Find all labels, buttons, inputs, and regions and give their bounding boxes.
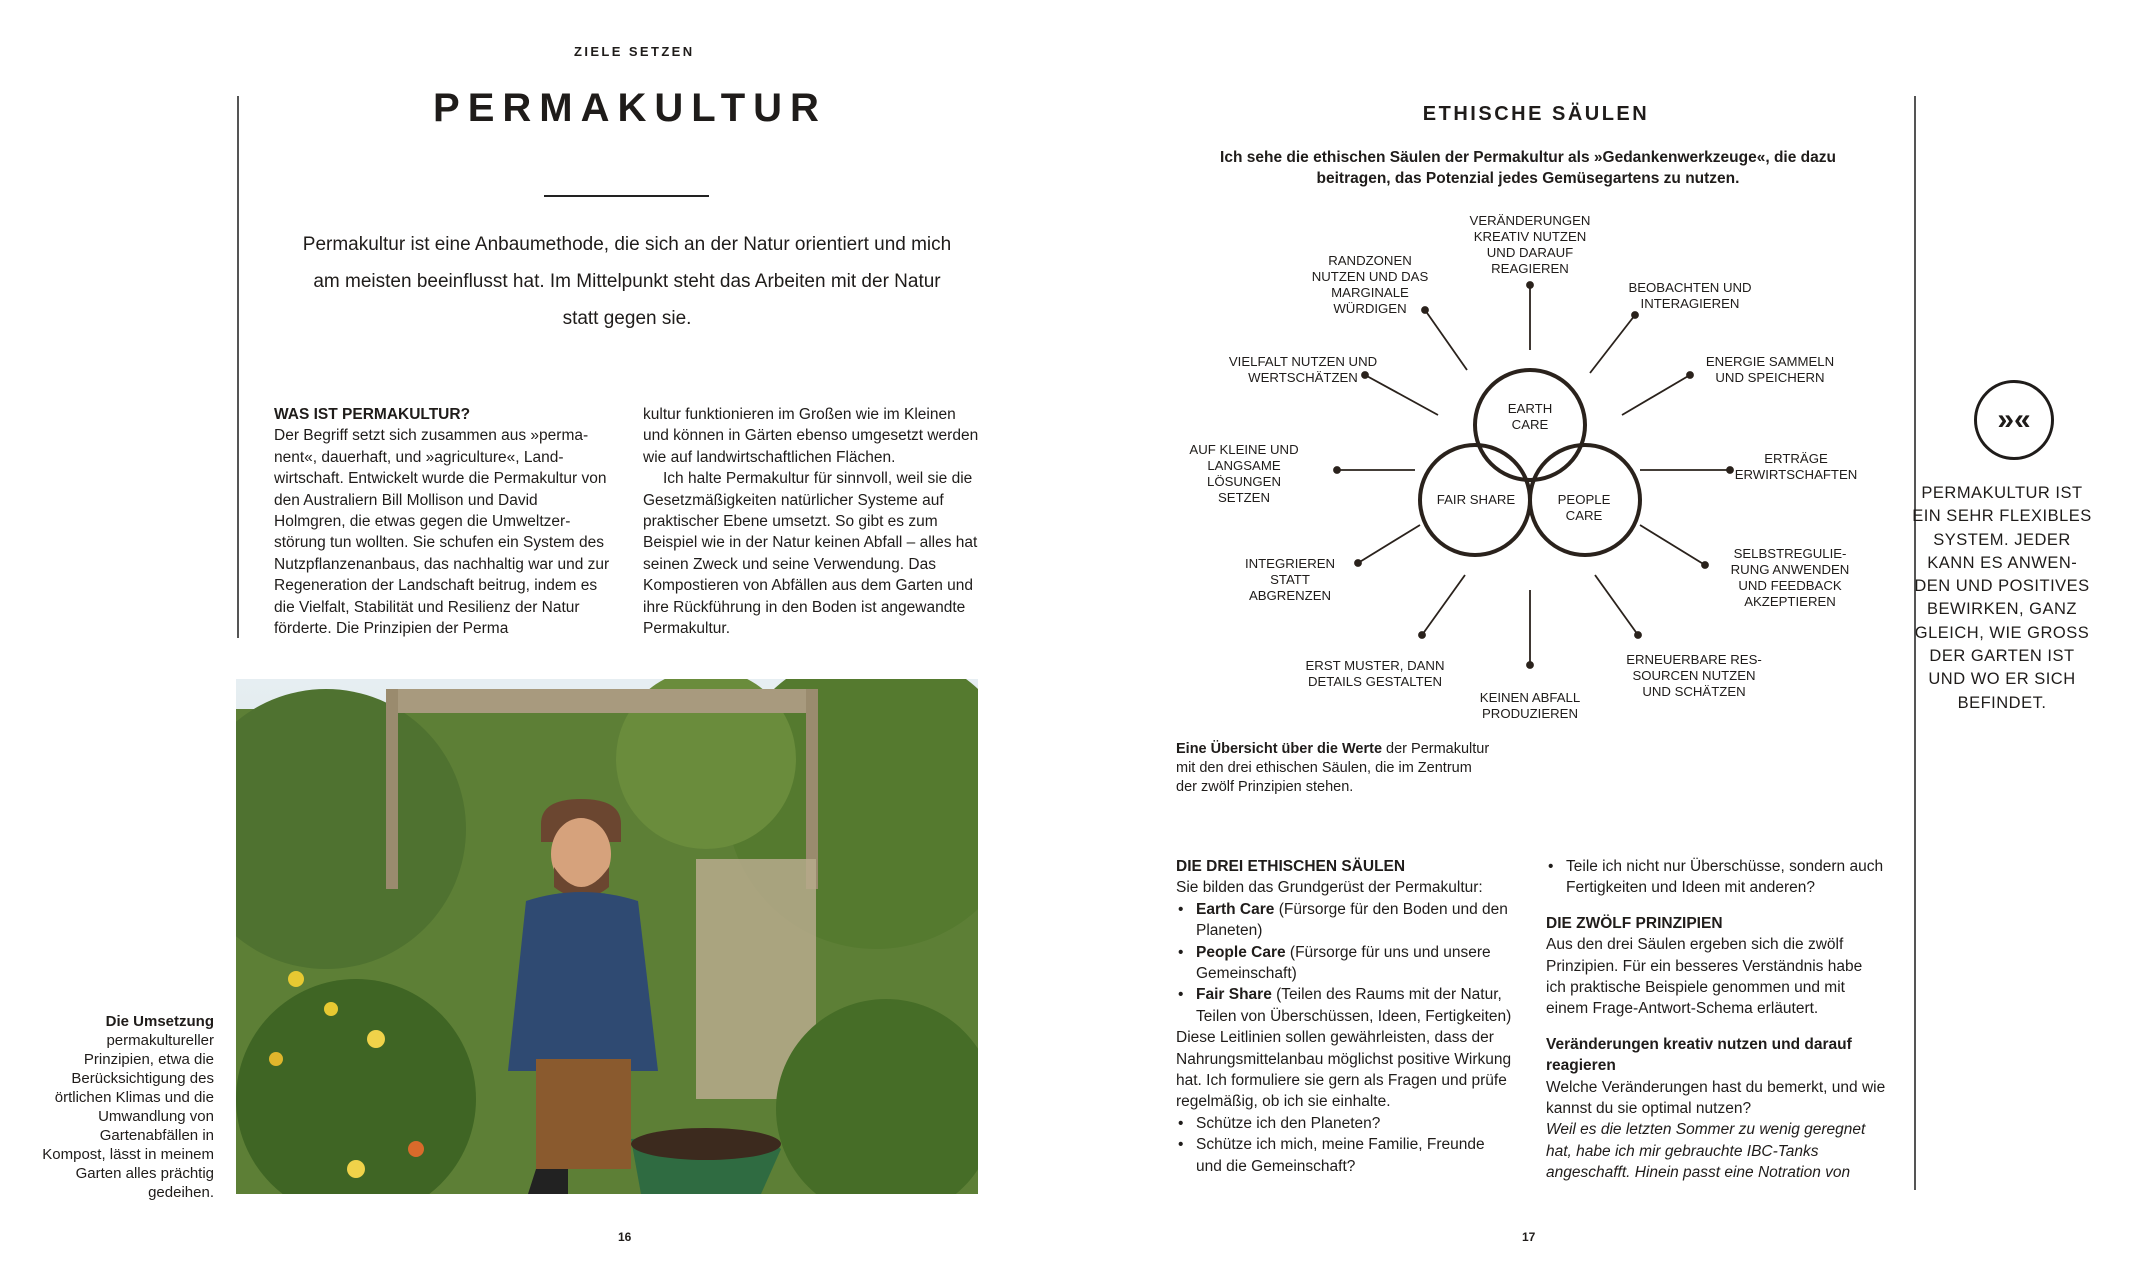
- body-text: Der Begriff setzt sich zusammen aus »permanent«, dauerhaft, und »agriculture«, Landwirtschaft. Entwickelt wurde die Permakultur von den Australiern Bill Mollison und David Holmgren, die etwas gegen die Umweltzerstörung tun wollten. Sie schufen ein System des Nutzpflanzenanbaus, das nachhaltig war und zur Regeneration der Landschaft beitrug, indem es die Vielfalt, Stabilität und Resilienz der Natur förderte. Die Prinzipien der Perma: [274, 427, 610, 638]
- subheading: Veränderungen kreativ nutzen und darauf reagieren: [1546, 1035, 1852, 1075]
- garden-photo: [236, 679, 978, 1194]
- diagram-label: RANDZONEN NUTZEN UND DAS MARGINALE WÜRDIGEN: [1311, 253, 1429, 316]
- diagram-label: ERTRÄGE ERWIRTSCHAFTEN: [1734, 451, 1858, 482]
- section-heading: DIE ZWÖLF PRINZIPIEN: [1546, 914, 1723, 932]
- diagram-label: ERST MUSTER, DANN DETAILS GESTALTEN: [1305, 658, 1445, 689]
- diagram-label: INTEGRIEREN STATT ABGRENZEN: [1244, 556, 1336, 603]
- right-column-1: [1176, 856, 1514, 1177]
- earth-care-label: EARTH CARE: [1507, 401, 1553, 432]
- pillar-name: Earth Care: [1196, 900, 1275, 918]
- page-title: PERMAKULTUR: [433, 86, 827, 130]
- body-text: kultur funktionieren im Großen wie im Kleinen und können in Gärten ebenso umgesetzt werden wie auf landwirtschaftlichen Flächen.: [643, 406, 979, 466]
- right-subtitle: Ich sehe die ethischen Säulen der Permakultur als »Gedankenwerkzeuge«, die dazu beitragen, das Potenzial jedes Gemüsegartens zu nutzen.: [1220, 149, 1836, 187]
- list-item: • Earth Care (Fürsorge für den Boden und den Planeten): [1178, 900, 1508, 940]
- body-text: Welche Veränderungen hast du bemerkt, und wie kannst du sie optimal nutzen?: [1546, 1078, 1886, 1118]
- list-item: • Fair Share (Teilen des Raums mit der Natur, Teilen von Überschüssen, Ideen, Fertigkeiten): [1178, 986, 1512, 1025]
- body-text: Aus den drei Säulen ergeben sich die zwölf Prinzipien. Für ein besseres Verständnis habe ich praktische Beispiele genommen und mit einem Frage-Antwort-Schema erläutert.: [1546, 936, 1863, 1018]
- diagram-label: ENERGIE SAMMELN UND SPEICHERN: [1705, 354, 1835, 385]
- title-rule: [544, 195, 709, 197]
- fair-share-label: FAIR SHARE: [1436, 492, 1516, 507]
- pull-quote: PERMAKULTUR IST EIN SEHR FLEXIBLES SYSTEM. JEDER KANN ES ANWENDEN UND POSITIVES BEWIRKEN, GANZ GLEICH, WIE GROSS DER GARTEN IST UND WO ER SICH BEFINDET.: [1912, 484, 2092, 712]
- pillar-desc: (Fürsorge für uns und unsere Gemeinschaft): [1196, 943, 1491, 983]
- body-text: Sie bilden das Grundgerüst der Permakultur:: [1176, 879, 1483, 897]
- list-item: • Schütze ich mich, meine Familie, Freunde und die Gemeinschaft?: [1178, 1136, 1485, 1175]
- diagram-label: VERÄNDERUNGEN KREATIV NUTZEN UND DARAUF REAGIEREN: [1469, 213, 1591, 276]
- question-text: Schütze ich den Planeten?: [1196, 1114, 1381, 1132]
- caption-bold: Eine Übersicht über die Werte: [1176, 741, 1383, 757]
- intro-text: Permakultur ist eine Anbaumethode, die sich an der Natur orientiert und mich am meisten beeinflusst hat. Im Mittelpunkt steht das Arbeiten mit der Natur statt gegen sie.: [302, 234, 952, 329]
- question-text: Schütze ich mich, meine Familie, Freunde und die Gemeinschaft?: [1196, 1136, 1485, 1175]
- diagram-label: BEOBACHTEN UND INTERAGIEREN: [1628, 280, 1752, 311]
- quote-icon: »«: [1974, 380, 2054, 460]
- margin-line-left: [237, 96, 239, 638]
- body-text: Diese Leitlinien sollen gewährleisten, dass der Nahrungsmittelanbau möglichst positive Wirkung hat. Ich formuliere sie gern als Fragen und prüfe regelmäßig, ob ich sie einhalte.: [1176, 1029, 1512, 1111]
- caption-bold: Die Umsetzung: [105, 1013, 214, 1030]
- right-title: ETHISCHE SÄULEN: [1422, 103, 1650, 125]
- photo-caption: [40, 1012, 214, 1202]
- diagram-label: SELBSTREGULIERUNG ANWENDEN UND FEEDBACK AKZEPTIEREN: [1730, 546, 1850, 609]
- section-heading: DIE DREI ETHISCHEN SÄULEN: [1176, 858, 1406, 875]
- caption-text: der Permakultur mit den drei ethischen Säulen, die im Zentrum der zwölf Prinzipien stehen.: [1176, 741, 1490, 795]
- left-column-1: [274, 404, 610, 639]
- list-item: • Teile ich nicht nur Überschüsse, sondern auch Fertigkeiten und Ideen mit anderen?: [1548, 858, 1884, 897]
- page-number-left: 16: [618, 1230, 632, 1244]
- list-item: • Schütze ich den Planeten?: [1178, 1114, 1381, 1132]
- diagram-label: KEINEN ABFALL PRODUZIEREN: [1479, 690, 1581, 721]
- body-text: Ich halte Permakultur für sinnvoll, weil sie die Gesetzmäßigkeiten natürlicher Systeme auf praktischer Ebene umsetzt. So gibt es zum Beispiel wie in der Natur keinen Abfall – alles hat seinen Zweck und seine Verwendung. Das Kompostieren von Abfällen aus dem Garten und ihre Rückführung in den Boden ist angewandte Permakultur.: [643, 470, 978, 638]
- italic-text: Weil es die letzten Sommer zu wenig geregnet hat, habe ich mir gebrauchte IBC-Tanks angeschafft. Hinein passt eine Notration von: [1546, 1121, 1866, 1182]
- right-column-2: [1546, 856, 1886, 1184]
- question-text: Teile ich nicht nur Überschüsse, sondern auch Fertigkeiten und Ideen mit anderen?: [1566, 858, 1884, 897]
- pillar-name: People Care: [1196, 943, 1286, 961]
- page-number-right: 17: [1522, 1230, 1536, 1244]
- diagram-caption: [1176, 740, 1494, 797]
- left-column-2: [643, 404, 979, 639]
- list-item: • People Care (Fürsorge für uns und unsere Gemeinschaft): [1178, 943, 1491, 983]
- diagram-label: VIELFALT NUTZEN UND WERTSCHÄTZEN: [1228, 354, 1378, 385]
- pillar-desc: (Teilen des Raums mit der Natur, Teilen von Überschüssen, Ideen, Fertigkeiten): [1196, 986, 1512, 1025]
- section-heading: WAS IST PERMAKULTUR?: [274, 406, 471, 423]
- section-label: ZIELE SETZEN: [574, 44, 695, 59]
- pillar-desc: (Fürsorge für den Boden und den Planeten): [1196, 900, 1508, 940]
- caption-text: permakultureller Prinzipien, etwa die Berücksichtigung des örtlichen Klimas und die Umwandlung von Gartenabfällen in Kompost, lässt in meinem Garten alles prächtig gedeihen.: [42, 1032, 214, 1201]
- diagram-label: ERNEUERBARE RESSOURCEN NUTZEN UND SCHÄTZEN: [1626, 652, 1762, 699]
- pillar-name: Fair Share: [1196, 986, 1272, 1004]
- people-care-label: PEOPLE CARE: [1557, 492, 1611, 523]
- diagram-label: AUF KLEINE UND LANGSAME LÖSUNGEN SETZEN: [1189, 442, 1299, 505]
